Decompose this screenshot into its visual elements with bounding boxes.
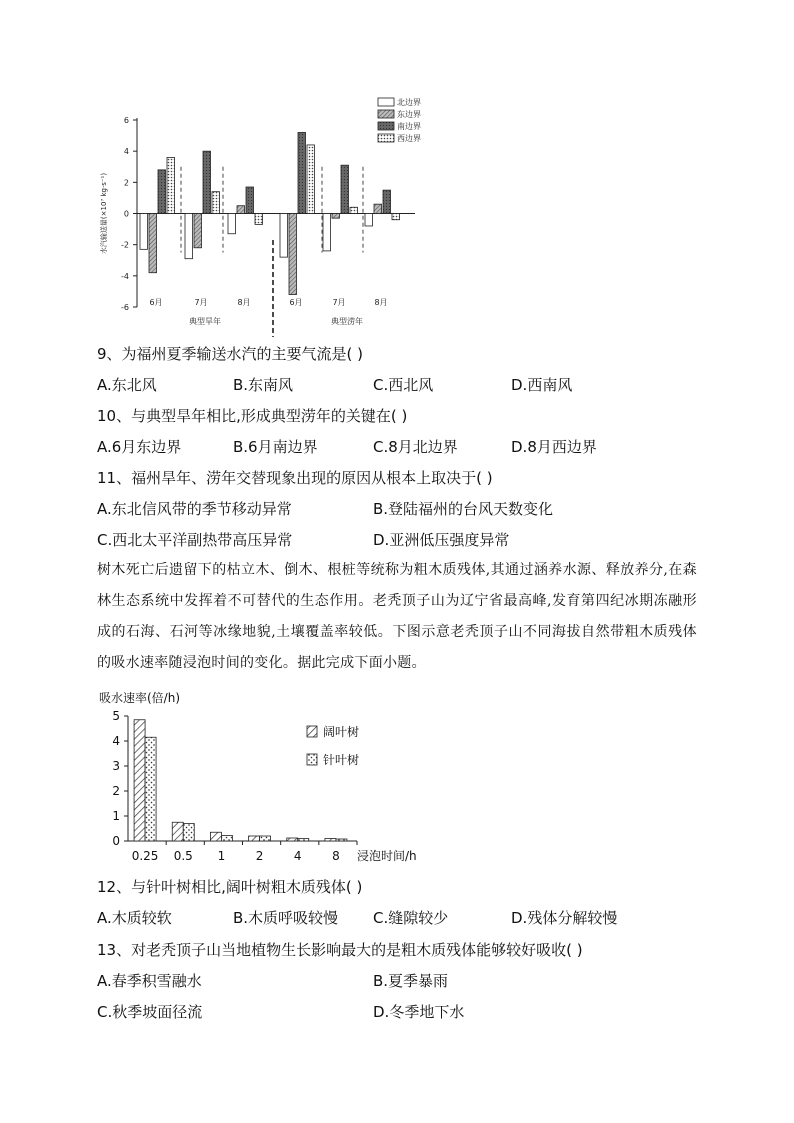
absorption-rate-chart <box>95 686 440 868</box>
bar-南边界 <box>341 165 349 213</box>
legend-swatch <box>378 110 394 118</box>
bar-东边界 <box>237 206 245 214</box>
q10-option-b[interactable]: B.6月南边界 <box>233 438 318 456</box>
legend-swatch <box>378 98 394 106</box>
q13-option-d[interactable]: D.冬季地下水 <box>373 1003 465 1021</box>
question-9: 9、为福州夏季输送水汽的主要气流是( ) <box>97 345 364 363</box>
x-category-label: 8月 <box>374 298 388 307</box>
y-axis-label: 水汽输送量(×10⁷ kg·s⁻¹) <box>100 172 108 255</box>
bar-北边界 <box>365 214 373 226</box>
bar-西边界 <box>212 192 220 214</box>
q12-option-a[interactable]: A.木质较软 <box>97 909 172 927</box>
x-axis-label: 浸泡时间/h <box>357 849 417 863</box>
bar-阔叶树 <box>287 838 298 841</box>
y-tick-label: 3 <box>112 759 120 773</box>
question-10: 10、与典型旱年相比,形成典型涝年的关键在( ) <box>97 407 408 425</box>
x-tick-label: 8 <box>332 849 340 863</box>
bar-阔叶树 <box>249 836 260 841</box>
legend-label: 西边界 <box>397 134 421 143</box>
bar-阔叶树 <box>134 720 145 841</box>
y-tick-label: 2 <box>123 178 129 188</box>
water-vapor-chart <box>95 95 440 340</box>
x-tick-label: 0.25 <box>131 849 159 863</box>
y-tick-label: 0 <box>112 834 120 848</box>
bar-南边界 <box>203 151 211 213</box>
bar-针叶树 <box>298 839 309 842</box>
q13-option-b[interactable]: B.夏季暴雨 <box>373 972 449 990</box>
y-tick-label: -4 <box>121 271 129 281</box>
bar-针叶树 <box>183 824 194 842</box>
q9-option-a[interactable]: A.东北风 <box>97 376 157 394</box>
q11-option-a[interactable]: A.东北信风带的季节移动异常 <box>97 500 292 518</box>
group-label: 典型涝年 <box>331 317 363 326</box>
bar-西边界 <box>392 214 400 220</box>
group-label: 典型旱年 <box>189 317 221 326</box>
y-tick-label: 2 <box>112 784 120 798</box>
y-tick-label: -6 <box>121 303 129 312</box>
bar-东边界 <box>289 214 297 295</box>
bar-北边界 <box>140 214 148 250</box>
x-tick-label: 1 <box>217 849 226 863</box>
bar-南边界 <box>383 190 391 213</box>
bar-北边界 <box>185 214 193 259</box>
x-category-label: 6月 <box>149 298 163 307</box>
legend-swatch <box>378 122 394 130</box>
y-tick-label: -2 <box>121 240 129 250</box>
bar-北边界 <box>228 214 236 234</box>
y-axis-label: 吸水速率(倍/h) <box>99 691 181 705</box>
y-tick-label: 4 <box>123 147 129 157</box>
q9-option-c[interactable]: C.西北风 <box>373 376 434 394</box>
bar-针叶树 <box>336 839 347 841</box>
legend-swatch <box>307 754 317 765</box>
q12-option-d[interactable]: D.残体分解较慢 <box>511 909 618 927</box>
bar-阔叶树 <box>172 822 183 841</box>
x-tick-label: 4 <box>293 849 302 863</box>
q12-option-b[interactable]: B.木质呼吸较慢 <box>233 909 339 927</box>
bar-西边界 <box>167 157 175 213</box>
chart2-plot <box>99 690 417 863</box>
bar-针叶树 <box>145 737 156 841</box>
y-tick-label: 1 <box>112 809 120 823</box>
legend-swatch <box>307 726 317 737</box>
bar-针叶树 <box>260 836 271 841</box>
bar-阔叶树 <box>210 832 221 841</box>
q12-option-c[interactable]: C.缝隙较少 <box>373 909 449 927</box>
x-category-label: 7月 <box>332 298 346 307</box>
y-tick-label: 0 <box>123 209 129 219</box>
question-13: 13、对老秃顶子山当地植物生长影响最大的是粗木质残体能够较好吸收( ) <box>97 941 583 959</box>
reading-passage: 树木死亡后遗留下的枯立木、倒木、根桩等统称为粗木质残体,其通过涵养水源、释放养分,在森林生态系统中发挥着不可替代的生态作用。老秃顶子山为辽宁省最高峰,发育第四纪冰期冻融形成的石海、石河等冰缘地貌,土壤覆盖率较低。下图示意老秃顶子山不同海拔自然带粗木质残体的吸水速率随浸泡时间的变化。据此完成下面小题。 <box>97 562 697 671</box>
legend-label: 东边界 <box>397 110 421 119</box>
legend-swatch <box>378 134 394 142</box>
x-category-label: 7月 <box>194 298 208 307</box>
legend-label: 北边界 <box>397 98 421 107</box>
q13-option-a[interactable]: A.春季积雪融水 <box>97 972 202 990</box>
bar-南边界 <box>246 187 254 213</box>
bar-西边界 <box>350 207 358 213</box>
q10-option-a[interactable]: A.6月东边界 <box>97 438 182 456</box>
q13-option-c[interactable]: C.秋季坡面径流 <box>97 1003 203 1021</box>
legend-label: 南边界 <box>397 122 421 131</box>
question-11: 11、福州旱年、涝年交替现象出现的原因从根本上取决于( ) <box>97 469 493 487</box>
bar-阔叶树 <box>325 839 336 842</box>
legend-label: 针叶树 <box>323 753 360 767</box>
y-tick-label: 4 <box>112 734 120 748</box>
q10-option-c[interactable]: C.8月北边界 <box>373 438 458 456</box>
x-tick-label: 0.5 <box>173 849 193 863</box>
q9-option-b[interactable]: B.东南风 <box>233 376 294 394</box>
bar-东边界 <box>332 214 340 219</box>
y-tick-label: 6 <box>123 116 129 125</box>
bar-东边界 <box>149 214 157 273</box>
bar-北边界 <box>280 214 288 258</box>
chart1-plot <box>99 97 421 337</box>
q9-option-d[interactable]: D.西南风 <box>511 376 573 394</box>
bar-北边界 <box>323 214 331 251</box>
q11-option-b[interactable]: B.登陆福州的台风天数变化 <box>373 500 554 518</box>
bar-针叶树 <box>221 836 232 842</box>
bar-南边界 <box>158 170 166 214</box>
q10-option-d[interactable]: D.8月西边界 <box>511 438 597 456</box>
bar-东边界 <box>374 204 382 213</box>
bar-东边界 <box>194 214 202 248</box>
x-category-label: 8月 <box>237 298 251 307</box>
y-tick-label: 5 <box>112 709 120 723</box>
bar-西边界 <box>255 214 263 225</box>
q11-option-d[interactable]: D.亚洲低压强度异常 <box>373 531 510 549</box>
bar-南边界 <box>298 132 306 213</box>
x-category-label: 6月 <box>289 298 303 307</box>
bar-西边界 <box>307 145 315 214</box>
question-12: 12、与针叶树相比,阔叶树粗木质残体( ) <box>97 878 363 896</box>
x-tick-label: 2 <box>255 849 264 863</box>
q11-option-c[interactable]: C.西北太平洋副热带高压异常 <box>97 531 293 549</box>
legend-label: 阔叶树 <box>323 725 360 739</box>
